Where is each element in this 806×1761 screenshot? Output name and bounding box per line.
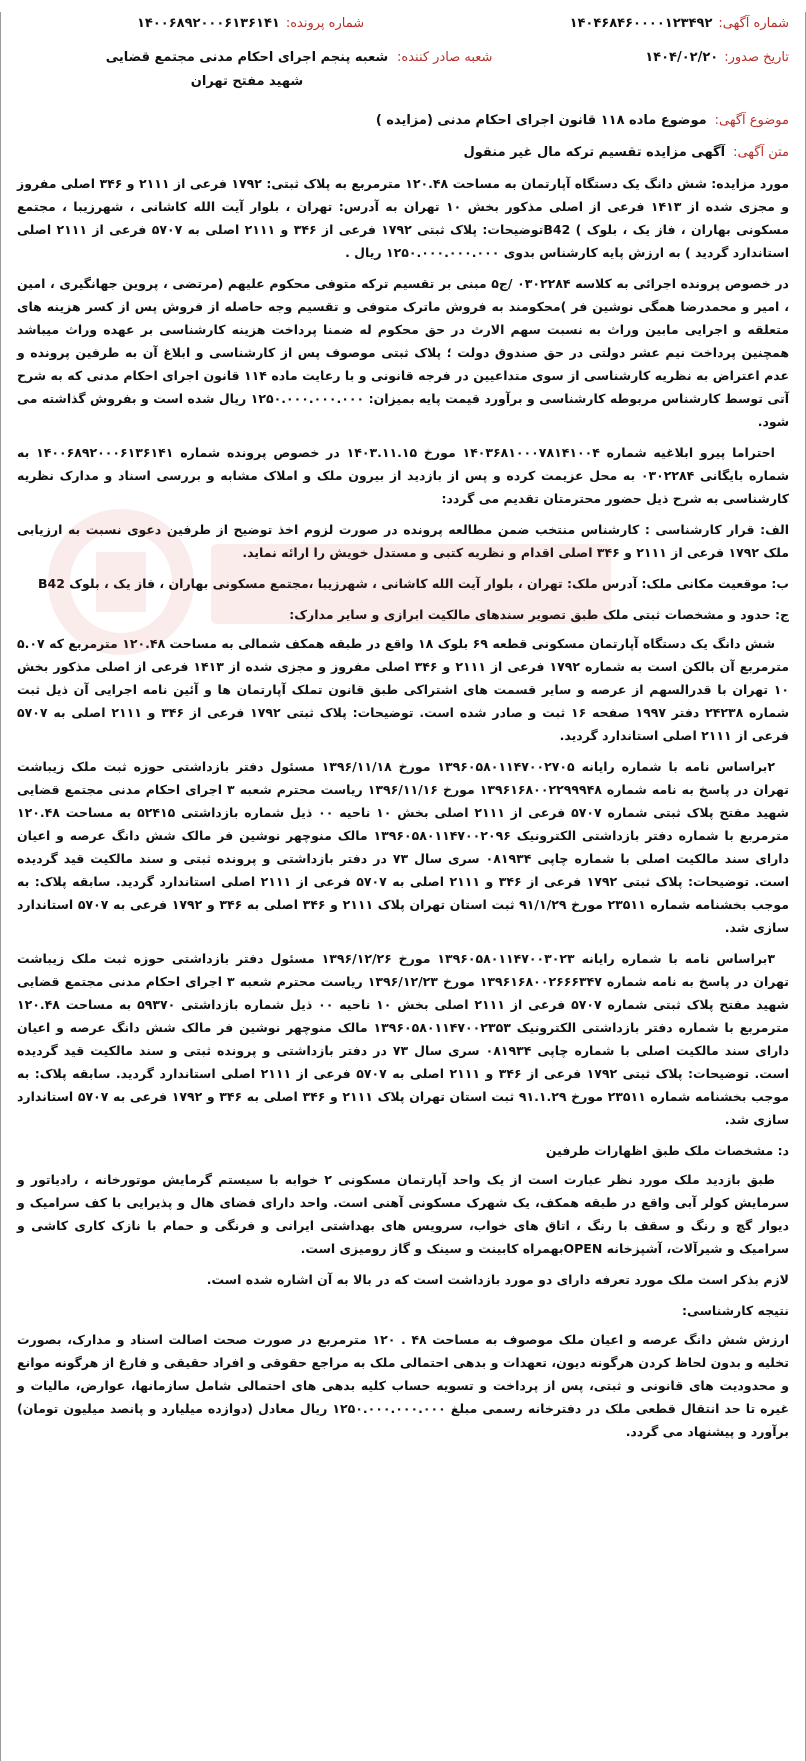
notice-paragraph: احتراما پیرو ابلاغیه شماره ۱۴۰۳۶۸۱۰۰۰۷۸۱۴۱۰۰۴ مورخ ۱۴۰۳.۱۱.۱۵ در خصوص پرونده شماره ۱۴۰۰۶۸۹۲۰۰۰۶۱۳۶۱۴۱ به شماره بایگانی ۰۳۰۲۲۸۴ به محل عزیمت کرده و پس از بازدید از بیرون ملک و املاک مشابه و بررسی اسناد و مدارک نظریه کارشناسی به شرح ذیل حضور محترمتان تقدیم می گردد: (17, 445, 790, 506)
case-number-value: ۱۴۰۰۶۸۹۲۰۰۰۶۱۳۶۱۴۱ (137, 16, 280, 31)
registry-paragraph-1: شش دانگ یک دستگاه آپارتمان مسکونی قطعه ۶۹ بلوک ۱۸ واقع در طبقه همکف شمالی به مساحت ۱۲۰.۴۸ مترمربع که ۵.۰۷ مترمربع آن بالکن است به شماره ۱۷۹۲ فرعی از ۲۱۱۱ و ۳۴۶ اصلی مفروز و مجزی شده از ۱۴۱۳ فرعی از اصلی مذکور بخش ۱۰ تهران با قدرالسهم از عرصه و سایر قسمت های اشتراکی طبق قانون تملک آپارتمان ها و آئین نامه اجرایی آن ذیل ثبت شماره ۲۴۲۳۸ دفتر ۱۹۹۷ صفحه ۱۶ ثبت و صادر شده است. توضیحات: پلاک ثبتی ۱۷۹۲ فرعی از ۳۴۶ و ۲۱۱۱ اصلی به ۵۷۰۷ فرعی از ۲۱۱۱ اصلی استاندارد گردید. (17, 636, 789, 743)
auction-item-paragraph: مورد مزایده: شش دانگ یک دستگاه آپارتمان به مساحت ۱۲۰.۴۸ مترمربع به پلاک ثبتی: ۱۷۹۲ فرعی از ۲۱۱۱ و ۳۴۶ اصلی مفروز و مجزی شده از ۱۴۱۳ فرعی از اصلی مذکور بخش ۱۰ تهران به آدرس: تهران ، بلوار آیت الله کاشانی ، شهرزیبا ، مجتمع مسکونی بهاران ، فاز یک ، بلوک ) B42توضیحات: پلاک ثبتی ۱۷۹۲ فرعی از ۳۴۶ و ۲۱۱۱ اصلی به ۵۷۰۷ فرعی از ۲۱۱۱ اصلی استاندارد گردید ) به ارزش پایه کارشناس بدوی ۱۲۵۰.۰۰۰.۰۰۰.۰۰۰ ریال . (17, 176, 790, 260)
subject-line (17, 108, 789, 134)
issue-date-field (645, 46, 789, 94)
case-number-field (137, 12, 364, 36)
subject-value: موضوع ماده ۱۱۸ قانون اجرای احکام مدنی (مزایده ) (375, 113, 707, 128)
section-jim-heading: ج: حدود و مشخصات ثبتی ملک طبق تصویر سندهای مالکیت ابرازی و سایر مدارک: (289, 607, 789, 622)
header-row-1 (17, 12, 789, 36)
text-title-line (17, 140, 789, 166)
ad-number-label: شماره آگهی: (718, 16, 789, 31)
issuer-label: شعبه صادر کننده: (397, 50, 493, 65)
registry-paragraph-3: ۳براساس نامه با شماره رایانه ۱۳۹۶۰۵۸۰۱۱۴۷۰۰۳۰۲۳ مورخ ۱۳۹۶/۱۲/۲۶ مسئول دفتر بازداشتی حوزه ثبت ملک زیباشت تهران در پاسخ به نامه شماره ۱۳۹۶۱۶۸۰۰۲۶۶۶۳۴۷ مورخ ۱۳۹۶/۱۲/۲۳ ریاست محترم شعبه ۳ اجرای احکام مدنی مجتمع قضایی شهید مفتح پلاک ثبتی شماره ۵۷۰۷ فرعی از ۲۱۱۱ اصلی بخش ۱۰ ناحیه ۰۰ ذیل شماره بازداشتی ۵۹۳۷۰ به مساحت ۱۲۰.۴۸ مترمربع با شماره دفتر بازداشتی الکترونیک ۱۳۹۶۰۵۸۰۱۱۴۷۰۰۲۳۵۳ مالک منوچهر نوشین فر مالک شش دانگ عرصه و اعیان دارای سند مالکیت اصلی با شماره چاپی ۰۸۱۹۳۴ سری سال ۷۳ در دفتر بازداشتی و پرونده ثبتی و سند مالکیت قید گردیده است. توضیحات: پلاک ثبتی ۱۷۹۲ فرعی از ۳۴۶ و ۲۱۱۱ اصلی به ۵۷۰۷ فرعی از ۲۱۱۱ اصلی استاندارد گردید. سابقه پلاک: به موجب بخشنامه شماره ۲۳۵۱۱ مورخ ۹۱.۱.۲۹ ثبت استان تهران پلاک ۲۱۱۱ و ۳۴۶ اصلی به ۳۴۶ و ۱۷۹۲ فرعی به ۵۷۰۷ استاندارد سازی شد. (17, 951, 790, 1127)
conclusion-heading: نتیجه کارشناسی: (681, 1303, 789, 1318)
section-be: ب: موقعیت مکانی ملک: آدرس ملک: تهران ، بلوار آیت الله کاشانی ، شهرزیبا ،مجتمع مسکونی بهاران ، فاز یک ، بلوک B42 (37, 576, 789, 591)
property-description: طبق بازدید ملک مورد نظر عبارت است از یک واحد آپارتمان مسکونی ۲ خوابه با سیستم گرمایش موتورخانه ، رادیاتور و سرمایش کولر آبی واقع در طبقه همکف، یک شهرک مسکونی آهنی است. واحد دارای فضای هال و پذیرایی با کف سرامیک و دیوار گچ و رنگ و سقف با رنگ ، اتاق های خواب، سرویس های بهداشتی ایرانی و فرنگی و حمام با نازک کاری کاشی و سرامیک و شیرآلات، آشپزخانه OPENبهمراه کابینت و سینک و گاز رومیزی است. (17, 1172, 789, 1256)
header-row-2 (17, 46, 789, 94)
section-alef: الف: قرار کارشناسی : کارشناس منتخب ضمن مطالعه پرونده در صورت لزوم اخذ توضیح از طرفین دعوی نسبت به ارزیابی ملک ۱۷۹۲ فرعی از ۲۱۱۱ و ۳۴۶ اصلی اقدام و نظریه کتبی و مستدل خویش را ارائه نماید. (17, 522, 789, 560)
issuer-value: شعبه پنجم اجرای احکام مدنی مجتمع قضایی شهید مفتح تهران (105, 50, 389, 89)
ad-number-field (570, 12, 789, 36)
ad-number-value: ۱۴۰۴۶۸۴۶۰۰۰۰۱۲۳۴۹۲ (569, 16, 713, 31)
issue-date-value: ۱۴۰۴/۰۲/۲۰ (645, 50, 719, 65)
case-paragraph: در خصوص پرونده اجرائی به کلاسه ۰۳۰۲۲۸۴ /ج۵ مبنی بر تقسیم ترکه متوفی محکوم علیهم (مرتضی ، پروین جهانگیری ، امین ، امیر و محمدرضا همگی نوشین فر )محکومند به فروش ماترک متوفی و تقسیم وجه حاصله از فروش پس از کسر هزینه های متعلقه و اجرایی مابین وراث به نسبت سهم الارث در حق محکوم له ضمنا پرداخت هزینه کارشناسی بر عهده وراث میباشد همچنین پرداخت نیم عشر دولتی در حق صندوق دولت ؛ پلاک ثبتی موصوف پس از کارشناسی و ابلاغ آن به طرفین پرونده و عدم اعتراض به نظریه کارشناسی از سوی متداعیین در فرجه قانونی و با رعایت ماده ۱۱۴ قانون اجرای احکام مدنی که به شرح آتی توسط کارشناس مربوطه کارشناسی و برآورد قیمت پایه بمیزان: ۱۲۵۰.۰۰۰.۰۰۰.۰۰۰ ریال شده است و بفروش گذاشته می شود. (17, 276, 789, 429)
ad-title: آگهی مزایده تقسیم ترکه مال غیر منقول (463, 145, 726, 160)
conclusion-paragraph: ارزش شش دانگ عرصه و اعیان ملک موصوف به مساحت ۴۸ . ۱۲۰ مترمربع در صورت صحت اصالت اسناد و مدارک، بصورت تخلیه و بدون لحاظ کردن هرگونه دیون، تعهدات و بدهی احتمالی ملک به مراجع حقوقی و افراد حقیقی و فارغ از هرگونه موانع و محدودیت های قانونی و ثبتی، پس از پرداخت و تسویه حساب کلیه بدهی های احتمالی شامل سازمانها، عوارض، مالیات و غیره تا حد انتقال قطعی ملک در دفترخانه رسمی مبلغ ۱۲۵۰.۰۰۰.۰۰۰.۰۰۰ ریال معادل (دوازده میلیارد و پانصد میلیون تومان) برآورد و پیشنهاد می گردد. (17, 1332, 790, 1439)
seizure-note: لازم بذکر است ملک مورد تعرفه دارای دو مورد بازداشت است که در بالا به آن اشاره شده است. (206, 1272, 789, 1287)
subject-label: موضوع آگهی: (714, 113, 789, 128)
text-label: متن آگهی: (733, 145, 789, 160)
case-number-label: شماره پرونده: (285, 16, 365, 31)
issuer-field (97, 46, 492, 94)
registry-paragraph-2: ۲براساس نامه با شماره رایانه ۱۳۹۶۰۵۸۰۱۱۴۷۰۰۲۷۰۵ مورخ ۱۳۹۶/۱۱/۱۸ مسئول دفتر بازداشتی حوزه ثبت ملک زیباشت تهران در پاسخ به نامه شماره ۱۳۹۶۱۶۸۰۰۲۲۹۹۹۴۸ مورخ ۱۳۹۶/۱۱/۱۶ ریاست محترم شعبه ۳ اجرای احکام مدنی مجتمع قضایی شهید مفتح پلاک ثبتی شماره ۵۷۰۷ فرعی از ۲۱۱۱ اصلی بخش ۱۰ ناحیه ۰۰ ذیل شماره بازداشتی ۵۲۴۱۵ به مساحت ۱۲۰.۴۸ مترمربع با شماره دفتر بازداشتی الکترونیک ۱۳۹۶۰۵۸۰۱۱۴۷۰۰۲۰۹۶ مالک منوچهر نوشین فر مالک شش دانگ عرصه و اعیان دارای سند مالکیت اصلی با شماره چاپی ۰۸۱۹۳۴ سری سال ۷۳ در دفتر بازداشتی و پرونده ثبتی و سند مالکیت قید گردیده است. توضیحات: پلاک ثبتی ۱۷۹۲ فرعی از ۳۴۶ و ۲۱۱۱ اصلی به ۵۷۰۷ فرعی از ۲۱۱۱ اصلی استاندارد گردید. سابقه پلاک: به موجب بخشنامه شماره ۲۳۵۱۱ مورخ ۹۱/۱/۲۹ ثبت استان تهران پلاک ۲۱۱۱ و ۳۴۶ اصلی به ۳۴۶ و ۱۷۹۲ فرعی به ۵۷۰۷ استاندارد سازی شد. (17, 759, 790, 935)
ad-body (17, 172, 789, 1443)
issue-date-label: تاریخ صدور: (724, 50, 789, 65)
section-dal-heading: د: مشخصات ملک طبق اظهارات طرفین (545, 1143, 789, 1158)
ad-document (0, 12, 806, 1761)
